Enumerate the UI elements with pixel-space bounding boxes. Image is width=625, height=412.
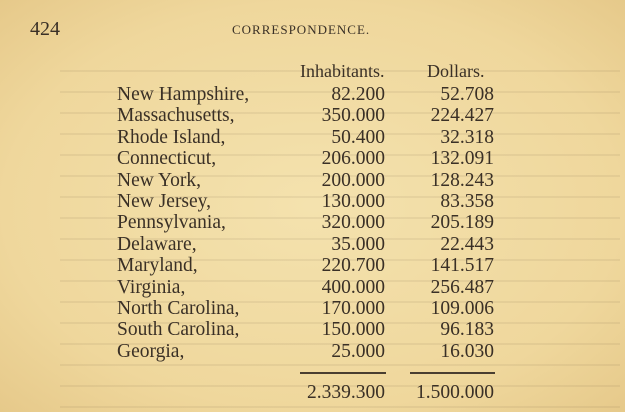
dollars-value: 256.487 xyxy=(430,276,494,298)
dollars-value: 22.443 xyxy=(440,233,494,255)
dollars-value: 205.189 xyxy=(430,212,494,234)
state-name: New York, xyxy=(117,169,201,191)
total-inhabitants: 2.339.300 xyxy=(307,382,385,403)
header-dollars: Dollars. xyxy=(427,61,485,81)
inhabitants-value: 130.000 xyxy=(321,191,385,212)
dollars-value: 141.517 xyxy=(430,255,494,277)
state-name: North Carolina, xyxy=(117,298,240,319)
table-row xyxy=(0,234,625,255)
table-row xyxy=(0,298,625,319)
dollars-value: 132.091 xyxy=(430,148,494,170)
dollars-value: 109.006 xyxy=(430,298,494,319)
inhabitants-value: 25.000 xyxy=(331,340,385,362)
inhabitants-value: 350.000 xyxy=(321,105,385,127)
page-number: 424 xyxy=(30,18,60,40)
inhabitants-value: 220.700 xyxy=(321,255,385,277)
sum-rule-inhabitants xyxy=(300,372,386,374)
inhabitants-value: 82.200 xyxy=(331,84,385,105)
table-row xyxy=(0,170,625,191)
running-head: CORRESPONDENCE. xyxy=(232,22,371,37)
dollars-value: 128.243 xyxy=(430,169,494,191)
inhabitants-value: 400.000 xyxy=(321,276,385,298)
state-name: Pennsylvania, xyxy=(117,212,226,234)
state-name: New Jersey, xyxy=(117,191,212,212)
dollars-value: 32.318 xyxy=(440,126,494,148)
inhabitants-value: 170.000 xyxy=(321,298,385,319)
state-name: Delaware, xyxy=(117,233,197,255)
inhabitants-value: 150.000 xyxy=(321,319,385,341)
table-row xyxy=(0,319,625,340)
state-name: Massachusetts, xyxy=(117,105,235,127)
table-row xyxy=(0,212,625,233)
inhabitants-value: 200.000 xyxy=(321,169,385,191)
state-name: Georgia, xyxy=(117,340,185,362)
inhabitants-value: 35.000 xyxy=(331,233,385,255)
dollars-value: 83.358 xyxy=(440,191,494,212)
state-name: Connecticut, xyxy=(117,148,217,170)
table-row xyxy=(0,341,625,362)
dollars-value: 16.030 xyxy=(440,340,494,362)
table-row xyxy=(0,277,625,298)
state-name: Rhode Island, xyxy=(117,126,226,148)
inhabitants-value: 50.400 xyxy=(331,126,385,148)
state-name: South Carolina, xyxy=(117,319,240,341)
dollars-value: 96.183 xyxy=(440,319,494,341)
table-row xyxy=(0,191,625,212)
dollars-value: 224.427 xyxy=(430,105,494,127)
state-name: Virginia, xyxy=(117,276,186,298)
total-dollars: 1.500.000 xyxy=(416,382,494,403)
header-inhabitants: Inhabitants. xyxy=(300,61,385,81)
table-row xyxy=(0,127,625,148)
state-name: New Hampshire, xyxy=(117,84,250,105)
state-name: Maryland, xyxy=(117,255,198,277)
table-row xyxy=(0,148,625,169)
table-row xyxy=(0,255,625,276)
table-row xyxy=(0,105,625,126)
inhabitants-value: 320.000 xyxy=(321,212,385,234)
sum-rule-dollars xyxy=(410,372,495,374)
inhabitants-value: 206.000 xyxy=(321,148,385,170)
table-row xyxy=(0,84,625,105)
dollars-value: 52.708 xyxy=(440,84,494,105)
